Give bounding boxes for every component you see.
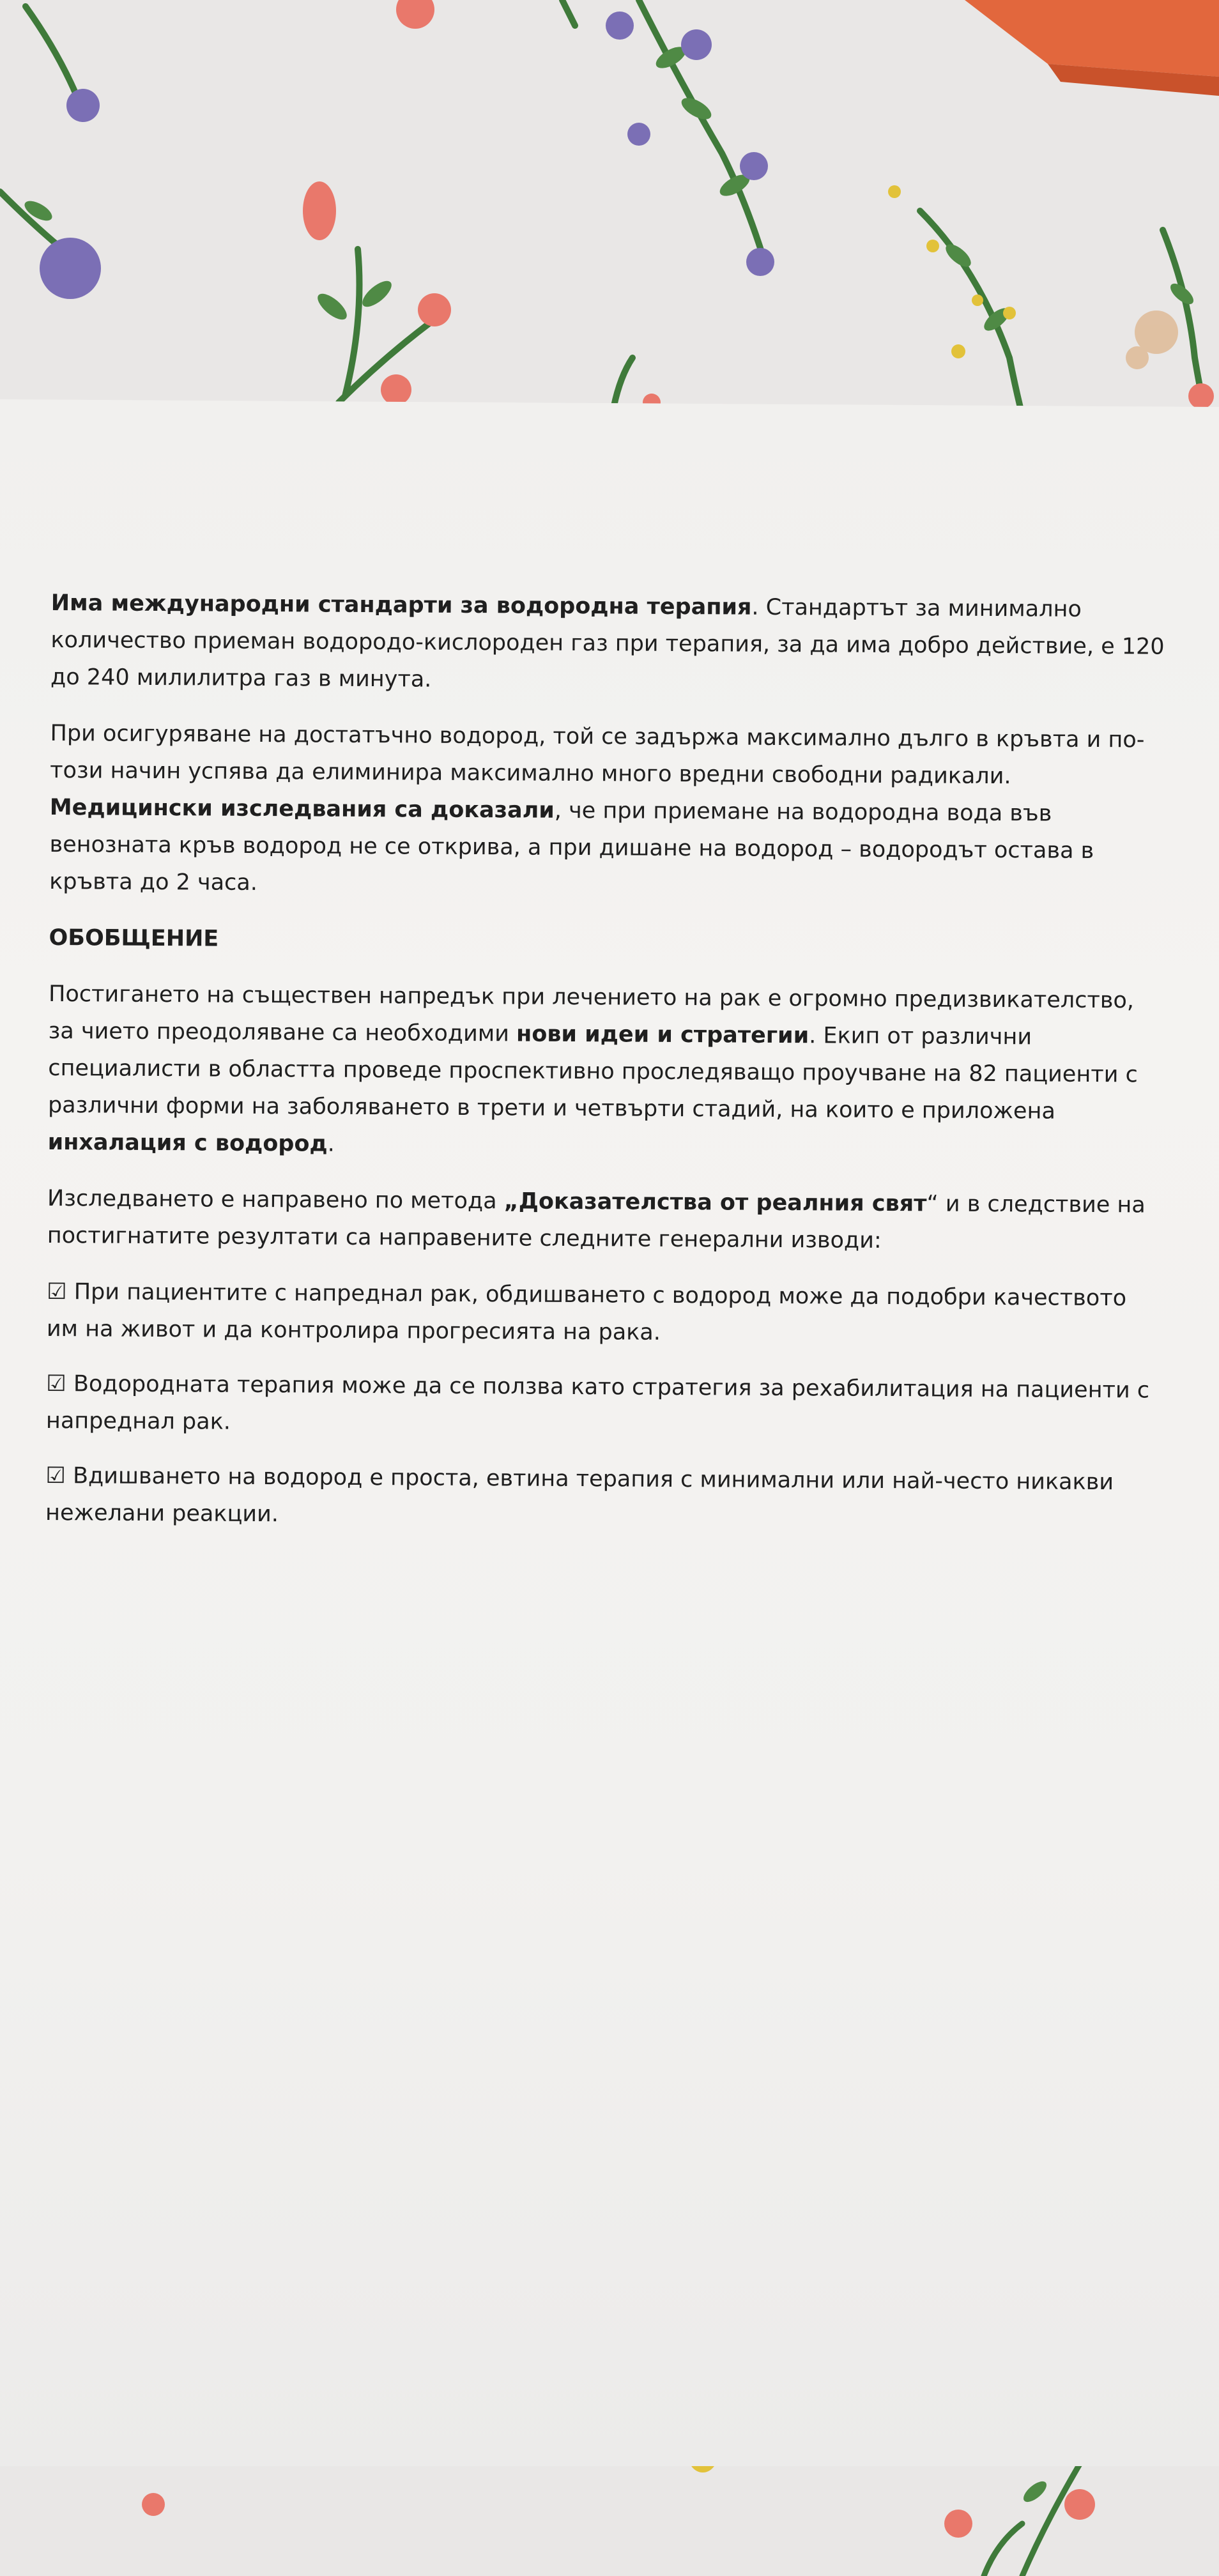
method-text-1: Изследването е направено по метода bbox=[47, 1185, 504, 1215]
hydrogen-blood-text-2: , че при приемане на водородна вода във венозната кръв водород не се открива, а при дишане на водород – водородът остава в кръвта до 2 часа. bbox=[49, 797, 1094, 896]
method-text-2: и в следствие на постигнатите резултати са направените следните генерални изводи: bbox=[47, 1191, 1146, 1254]
paragraph-method bbox=[47, 1180, 1166, 1261]
checked-box-icon: ☑ bbox=[46, 1370, 66, 1397]
checked-box-icon: ☑ bbox=[47, 1278, 67, 1305]
study-text-1: Постигането на съществен напредък при лечението на рак е огромно предизвикателство, за чието преодоляване са необходими bbox=[48, 981, 1135, 1047]
hydrogen-blood-bold: Медицински изследвания са доказали bbox=[49, 794, 555, 824]
method-bold: Доказателства от реалния свят bbox=[518, 1188, 927, 1217]
section-heading-summary: ОБОБЩЕНИЕ bbox=[49, 924, 219, 952]
document-body bbox=[45, 585, 1169, 1556]
paragraph-study bbox=[47, 976, 1167, 1168]
standards-bold-lead: Има международни стандарти за водородна терапия bbox=[50, 590, 752, 620]
study-bold-inhalation: инхалация с водород bbox=[47, 1129, 328, 1157]
floral-pattern bbox=[0, 0, 1219, 460]
stain bbox=[1126, 310, 1178, 369]
checked-box-icon: ☑ bbox=[45, 1462, 66, 1489]
checklist-item-text: Водородната терапия може да се ползва като стратегия за рехабилитация на пациенти с напреднал рак. bbox=[45, 1371, 1150, 1435]
checklist-item bbox=[46, 1365, 1165, 1446]
flower-stems bbox=[0, 0, 1208, 422]
notebook-corner bbox=[965, 0, 1219, 96]
study-text-2: . Екип от различни специалисти в областта проведе проспективно проследяващо проучване на 82 пациенти с различни форми на заболяването в трети и четвърти стадий, на които е приложена bbox=[47, 1023, 1138, 1124]
paragraph-standards bbox=[50, 585, 1169, 703]
study-bold-ideas: нови идеи и стратегии bbox=[516, 1021, 809, 1049]
method-quote-close: “ bbox=[926, 1191, 939, 1217]
checklist-item bbox=[45, 1457, 1164, 1538]
hydrogen-blood-text-1: При осигуряване на достатъчно водород, той се задържа максимално дълго в кръвта и по-този начин успява да елиминира максимално много вредни свободни радикали. bbox=[50, 720, 1145, 790]
method-quote-open: „ bbox=[503, 1188, 519, 1215]
paragraph-hydrogen-blood bbox=[49, 715, 1169, 907]
checklist-item bbox=[47, 1273, 1165, 1354]
flower-leaves bbox=[22, 43, 1197, 335]
standards-text: . Стандартът за минимално количество приеман водородо-кислороден газ при терапия, за да има добро действие, е 120 до 240 милилитра газ в минута. bbox=[50, 594, 1165, 693]
checklist-item-text: При пациентите с напреднал рак, обдишването с водород може да подобри качеството им на живот и да контролира прогресията на рака. bbox=[46, 1279, 1127, 1346]
checklist-item-text: Вдишването на водород е проста, евтина терапия с минимални или най-често никакви нежелани реакции. bbox=[45, 1463, 1114, 1528]
tablecloth-top bbox=[0, 0, 1219, 460]
study-text-3: . bbox=[327, 1131, 335, 1157]
